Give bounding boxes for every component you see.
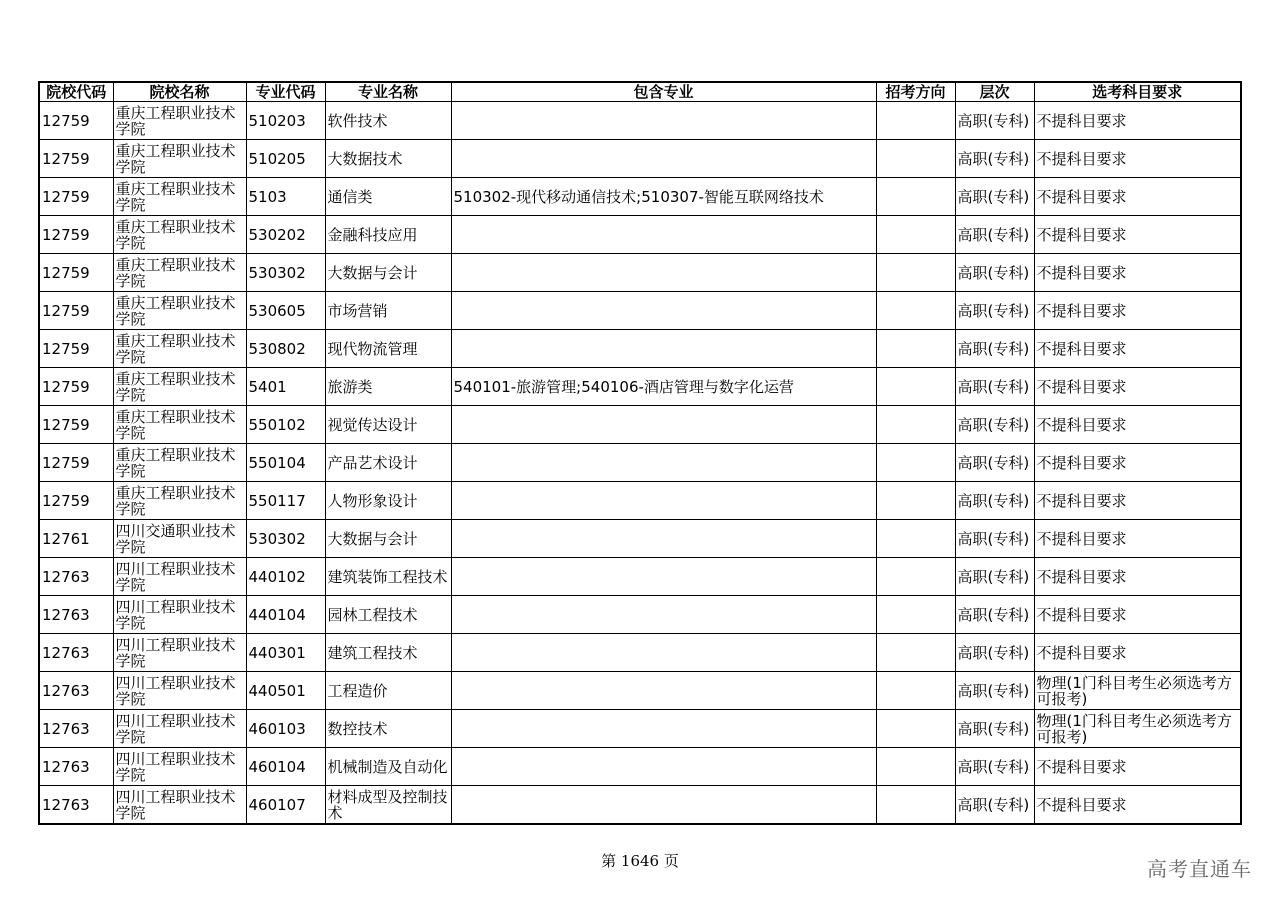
cell-major-code: 440501 <box>246 672 325 710</box>
cell-level: 高职(专科) <box>955 102 1034 140</box>
table-row <box>39 786 1241 825</box>
cell-included-majors <box>451 292 876 330</box>
table-row <box>39 368 1241 406</box>
table-row <box>39 216 1241 254</box>
cell-level: 高职(专科) <box>955 292 1034 330</box>
cell-requirement: 不提科目要求 <box>1034 368 1241 406</box>
cell-requirement: 不提科目要求 <box>1034 330 1241 368</box>
cell-level: 高职(专科) <box>955 444 1034 482</box>
cell-level: 高职(专科) <box>955 558 1034 596</box>
cell-school-code: 12763 <box>39 710 113 748</box>
cell-school-code: 12763 <box>39 634 113 672</box>
cell-school-name: 重庆工程职业技术学院 <box>113 482 246 520</box>
cell-level: 高职(专科) <box>955 330 1034 368</box>
cell-school-code: 12759 <box>39 444 113 482</box>
cell-level: 高职(专科) <box>955 368 1034 406</box>
cell-direction <box>876 634 955 672</box>
cell-school-name: 四川工程职业技术学院 <box>113 710 246 748</box>
page-number: 第 1646 页 <box>601 852 679 870</box>
cell-major-name: 通信类 <box>325 178 451 216</box>
cell-major-name: 大数据技术 <box>325 140 451 178</box>
cell-major-code: 440301 <box>246 634 325 672</box>
cell-included-majors <box>451 558 876 596</box>
cell-level: 高职(专科) <box>955 406 1034 444</box>
cell-included-majors <box>451 786 876 825</box>
cell-direction <box>876 178 955 216</box>
cell-school-name: 重庆工程职业技术学院 <box>113 444 246 482</box>
cell-requirement: 不提科目要求 <box>1034 178 1241 216</box>
cell-requirement: 物理(1门科目考生必须选考方可报考) <box>1034 672 1241 710</box>
cell-school-code: 12759 <box>39 102 113 140</box>
cell-school-name: 四川工程职业技术学院 <box>113 634 246 672</box>
cell-direction <box>876 292 955 330</box>
cell-major-code: 550102 <box>246 406 325 444</box>
cell-included-majors <box>451 520 876 558</box>
cell-major-code: 460107 <box>246 786 325 825</box>
col-header-school-code: 院校代码 <box>39 82 113 102</box>
cell-school-code: 12759 <box>39 216 113 254</box>
cell-included-majors <box>451 596 876 634</box>
cell-school-name: 四川工程职业技术学院 <box>113 748 246 786</box>
cell-school-name: 四川工程职业技术学院 <box>113 558 246 596</box>
cell-major-code: 510205 <box>246 140 325 178</box>
cell-school-name: 重庆工程职业技术学院 <box>113 254 246 292</box>
cell-school-name: 重庆工程职业技术学院 <box>113 216 246 254</box>
cell-direction <box>876 558 955 596</box>
cell-school-name: 四川工程职业技术学院 <box>113 672 246 710</box>
cell-school-code: 12759 <box>39 254 113 292</box>
table-row <box>39 520 1241 558</box>
cell-direction <box>876 216 955 254</box>
cell-direction <box>876 672 955 710</box>
cell-direction <box>876 444 955 482</box>
cell-direction <box>876 520 955 558</box>
cell-major-name: 大数据与会计 <box>325 254 451 292</box>
cell-included-majors: 540101-旅游管理;540106-酒店管理与数字化运营 <box>451 368 876 406</box>
cell-major-name: 建筑装饰工程技术 <box>325 558 451 596</box>
cell-level: 高职(专科) <box>955 178 1034 216</box>
cell-school-name: 重庆工程职业技术学院 <box>113 140 246 178</box>
cell-major-code: 440104 <box>246 596 325 634</box>
cell-major-name: 产品艺术设计 <box>325 444 451 482</box>
cell-included-majors <box>451 406 876 444</box>
cell-included-majors: 510302-现代移动通信技术;510307-智能互联网络技术 <box>451 178 876 216</box>
cell-major-name: 现代物流管理 <box>325 330 451 368</box>
col-header-requirement: 选考科目要求 <box>1034 82 1241 102</box>
cell-requirement: 不提科目要求 <box>1034 596 1241 634</box>
cell-major-code: 550117 <box>246 482 325 520</box>
col-header-direction: 招考方向 <box>876 82 955 102</box>
cell-direction <box>876 710 955 748</box>
cell-direction <box>876 596 955 634</box>
cell-school-name: 重庆工程职业技术学院 <box>113 406 246 444</box>
cell-school-code: 12759 <box>39 330 113 368</box>
cell-requirement: 不提科目要求 <box>1034 254 1241 292</box>
cell-requirement: 不提科目要求 <box>1034 748 1241 786</box>
cell-major-code: 530302 <box>246 520 325 558</box>
cell-major-code: 530202 <box>246 216 325 254</box>
cell-included-majors <box>451 748 876 786</box>
cell-requirement: 不提科目要求 <box>1034 444 1241 482</box>
col-header-level: 层次 <box>955 82 1034 102</box>
cell-direction <box>876 786 955 825</box>
cell-school-code: 12763 <box>39 596 113 634</box>
cell-school-code: 12763 <box>39 748 113 786</box>
cell-direction <box>876 368 955 406</box>
cell-included-majors <box>451 710 876 748</box>
table-row <box>39 254 1241 292</box>
table-row <box>39 596 1241 634</box>
cell-major-name: 人物形象设计 <box>325 482 451 520</box>
col-header-major-name: 专业名称 <box>325 82 451 102</box>
cell-major-code: 530302 <box>246 254 325 292</box>
cell-school-code: 12759 <box>39 140 113 178</box>
cell-school-code: 12763 <box>39 786 113 825</box>
cell-requirement: 不提科目要求 <box>1034 216 1241 254</box>
cell-school-name: 重庆工程职业技术学院 <box>113 178 246 216</box>
table-row <box>39 140 1241 178</box>
cell-major-name: 园林工程技术 <box>325 596 451 634</box>
cell-school-code: 12759 <box>39 178 113 216</box>
cell-major-name: 软件技术 <box>325 102 451 140</box>
table-row <box>39 748 1241 786</box>
col-header-school-name: 院校名称 <box>113 82 246 102</box>
cell-requirement: 不提科目要求 <box>1034 140 1241 178</box>
cell-included-majors <box>451 444 876 482</box>
table-row <box>39 444 1241 482</box>
table-row <box>39 634 1241 672</box>
cell-included-majors <box>451 672 876 710</box>
cell-included-majors <box>451 140 876 178</box>
cell-school-code: 12761 <box>39 520 113 558</box>
cell-level: 高职(专科) <box>955 482 1034 520</box>
cell-direction <box>876 482 955 520</box>
cell-requirement: 不提科目要求 <box>1034 406 1241 444</box>
cell-school-code: 12763 <box>39 558 113 596</box>
cell-major-code: 530802 <box>246 330 325 368</box>
cell-major-code: 530605 <box>246 292 325 330</box>
cell-major-code: 460103 <box>246 710 325 748</box>
cell-major-name: 机械制造及自动化 <box>325 748 451 786</box>
cell-requirement: 不提科目要求 <box>1034 102 1241 140</box>
cell-major-code: 550104 <box>246 444 325 482</box>
cell-requirement: 不提科目要求 <box>1034 558 1241 596</box>
table-row <box>39 330 1241 368</box>
cell-requirement: 不提科目要求 <box>1034 292 1241 330</box>
cell-major-code: 510203 <box>246 102 325 140</box>
table-row <box>39 102 1241 140</box>
cell-level: 高职(专科) <box>955 596 1034 634</box>
cell-major-code: 5103 <box>246 178 325 216</box>
cell-level: 高职(专科) <box>955 140 1034 178</box>
cell-level: 高职(专科) <box>955 254 1034 292</box>
cell-school-code: 12759 <box>39 482 113 520</box>
cell-major-name: 旅游类 <box>325 368 451 406</box>
cell-major-name: 市场营销 <box>325 292 451 330</box>
cell-school-code: 12759 <box>39 406 113 444</box>
cell-school-code: 12759 <box>39 368 113 406</box>
cell-level: 高职(专科) <box>955 672 1034 710</box>
table-row <box>39 710 1241 748</box>
cell-included-majors <box>451 634 876 672</box>
cell-included-majors <box>451 330 876 368</box>
table-row <box>39 672 1241 710</box>
cell-major-name: 金融科技应用 <box>325 216 451 254</box>
table-row <box>39 178 1241 216</box>
cell-major-code: 460104 <box>246 748 325 786</box>
cell-major-name: 数控技术 <box>325 710 451 748</box>
cell-school-name: 四川工程职业技术学院 <box>113 786 246 825</box>
cell-major-name: 材料成型及控制技术 <box>325 786 451 825</box>
cell-requirement: 不提科目要求 <box>1034 634 1241 672</box>
cell-direction <box>876 330 955 368</box>
cell-included-majors <box>451 102 876 140</box>
cell-major-name: 建筑工程技术 <box>325 634 451 672</box>
cell-school-code: 12759 <box>39 292 113 330</box>
cell-major-code: 5401 <box>246 368 325 406</box>
cell-level: 高职(专科) <box>955 710 1034 748</box>
table-row <box>39 406 1241 444</box>
cell-direction <box>876 406 955 444</box>
cell-level: 高职(专科) <box>955 748 1034 786</box>
table-row <box>39 292 1241 330</box>
cell-major-name: 视觉传达设计 <box>325 406 451 444</box>
cell-school-name: 四川交通职业技术学院 <box>113 520 246 558</box>
cell-requirement: 不提科目要求 <box>1034 520 1241 558</box>
cell-school-name: 重庆工程职业技术学院 <box>113 102 246 140</box>
watermark-logo-text: 高考直通车 <box>1147 857 1252 881</box>
col-header-major-code: 专业代码 <box>246 82 325 102</box>
table-row <box>39 482 1241 520</box>
cell-included-majors <box>451 482 876 520</box>
header-row <box>39 82 1241 102</box>
cell-direction <box>876 140 955 178</box>
cell-requirement: 不提科目要求 <box>1034 786 1241 825</box>
cell-included-majors <box>451 216 876 254</box>
cell-level: 高职(专科) <box>955 634 1034 672</box>
cell-school-name: 重庆工程职业技术学院 <box>113 330 246 368</box>
cell-level: 高职(专科) <box>955 520 1034 558</box>
cell-included-majors <box>451 254 876 292</box>
cell-level: 高职(专科) <box>955 786 1034 825</box>
cell-requirement: 不提科目要求 <box>1034 482 1241 520</box>
col-header-included-majors: 包含专业 <box>451 82 876 102</box>
cell-school-name: 四川工程职业技术学院 <box>113 596 246 634</box>
cell-school-name: 重庆工程职业技术学院 <box>113 368 246 406</box>
cell-school-code: 12763 <box>39 672 113 710</box>
cell-major-name: 大数据与会计 <box>325 520 451 558</box>
cell-direction <box>876 102 955 140</box>
table-row <box>39 558 1241 596</box>
cell-direction <box>876 254 955 292</box>
cell-school-name: 重庆工程职业技术学院 <box>113 292 246 330</box>
admissions-table <box>38 81 1242 825</box>
cell-requirement: 物理(1门科目考生必须选考方可报考) <box>1034 710 1241 748</box>
cell-major-code: 440102 <box>246 558 325 596</box>
cell-level: 高职(专科) <box>955 216 1034 254</box>
cell-major-name: 工程造价 <box>325 672 451 710</box>
cell-direction <box>876 748 955 786</box>
